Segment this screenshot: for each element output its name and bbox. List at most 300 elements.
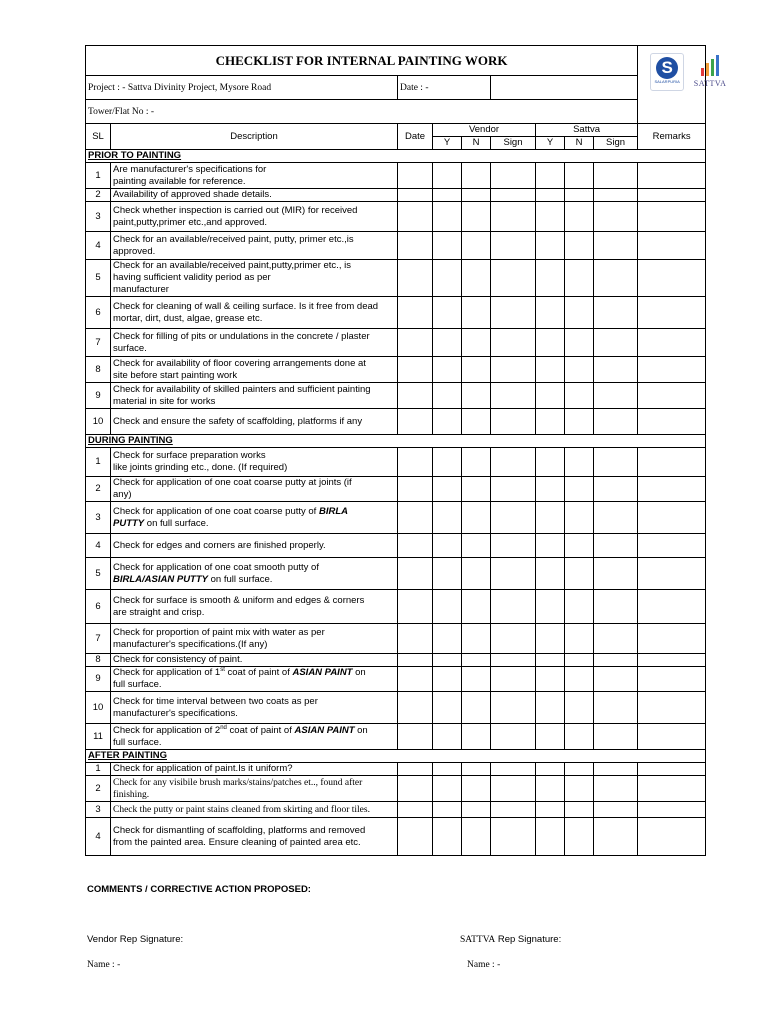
description-text: Check for cleaning of wall & ceiling surface. Is it free from dead: [113, 300, 379, 312]
description-text: Check for edges and corners are finished properly.: [113, 539, 326, 551]
row-sattva-n-cell[interactable]: [565, 776, 594, 802]
row-date-cell[interactable]: [398, 558, 433, 590]
row-sattva-y-cell[interactable]: [536, 654, 565, 667]
row-vendor-y-cell[interactable]: [433, 654, 462, 667]
row-description: [111, 724, 398, 750]
description-text: Check the putty or paint stains cleaned from skirting and floor tiles.: [113, 804, 370, 815]
col-description: Description: [111, 124, 398, 150]
row-sattva-y-cell[interactable]: [536, 163, 565, 189]
row-vendor-sign-cell[interactable]: [491, 654, 536, 667]
row-remarks-cell[interactable]: [638, 624, 706, 654]
row-sattva-sign-cell[interactable]: [594, 409, 638, 435]
col-vendor-y: Y: [433, 137, 462, 150]
row-sattva-y-cell[interactable]: [536, 477, 565, 502]
row-description: [111, 202, 398, 232]
checklist-row: [86, 558, 706, 590]
row-vendor-y-cell[interactable]: [433, 448, 462, 477]
row-vendor-n-cell[interactable]: [462, 477, 491, 502]
row-vendor-n-cell[interactable]: [462, 763, 491, 776]
sattva-logo-text: SATTVA: [693, 79, 727, 88]
row-vendor-sign-cell[interactable]: [491, 163, 536, 189]
row-sattva-sign-cell[interactable]: [594, 724, 638, 750]
row-vendor-y-cell[interactable]: [433, 667, 462, 692]
form-title: CHECKLIST FOR INTERNAL PAINTING WORK: [86, 46, 638, 76]
row-description: [111, 189, 398, 202]
row-sl: 6: [86, 297, 111, 329]
row-vendor-sign-cell[interactable]: [491, 383, 536, 409]
row-vendor-y-cell[interactable]: [433, 534, 462, 558]
row-vendor-n-cell[interactable]: [462, 357, 491, 383]
row-sattva-n-cell[interactable]: [565, 692, 594, 724]
row-remarks-cell[interactable]: [638, 763, 706, 776]
row-sl: 2: [86, 776, 111, 802]
row-date-cell[interactable]: [398, 624, 433, 654]
row-description: [111, 763, 398, 776]
checklist-row: [86, 667, 706, 692]
description-text: on full surface.: [210, 573, 273, 585]
row-sattva-y-cell[interactable]: [536, 776, 565, 802]
row-sattva-sign-cell[interactable]: [594, 763, 638, 776]
row-remarks-cell[interactable]: [638, 409, 706, 435]
row-sattva-y-cell[interactable]: [536, 590, 565, 624]
row-sattva-y-cell[interactable]: [536, 189, 565, 202]
row-date-cell[interactable]: [398, 383, 433, 409]
salarpuria-caption: SALARPURIA: [654, 79, 680, 84]
row-sattva-n-cell[interactable]: [565, 724, 594, 750]
row-vendor-sign-cell[interactable]: [491, 534, 536, 558]
row-vendor-n-cell[interactable]: [462, 383, 491, 409]
tower-flat-field: Tower/Flat No : -: [86, 100, 638, 124]
row-date-cell[interactable]: [398, 692, 433, 724]
row-vendor-sign-cell[interactable]: [491, 624, 536, 654]
description-text: Check for surface is smooth & uniform and edges & corners: [113, 594, 365, 606]
sattva-signature-prefix: SATTVA: [460, 935, 496, 945]
row-sattva-y-cell[interactable]: [536, 802, 565, 818]
row-date-cell[interactable]: [398, 189, 433, 202]
vendor-signature-label: Vendor Rep Signature:: [87, 934, 184, 945]
row-vendor-n-cell[interactable]: [462, 590, 491, 624]
row-vendor-sign-cell[interactable]: [491, 409, 536, 435]
row-sattva-n-cell[interactable]: [565, 448, 594, 477]
row-sattva-n-cell[interactable]: [565, 802, 594, 818]
row-vendor-n-cell[interactable]: [462, 409, 491, 435]
row-sl: 8: [86, 654, 111, 667]
row-vendor-n-cell[interactable]: [462, 189, 491, 202]
row-description: [111, 409, 398, 435]
row-sl: 9: [86, 383, 111, 409]
description-text: Availability of approved shade details.: [113, 189, 272, 200]
checklist-row: [86, 329, 706, 357]
row-sattva-n-cell[interactable]: [565, 818, 594, 856]
row-sattva-y-cell[interactable]: [536, 297, 565, 329]
row-vendor-sign-cell[interactable]: [491, 590, 536, 624]
row-sl: 2: [86, 477, 111, 502]
row-vendor-y-cell[interactable]: [433, 624, 462, 654]
row-vendor-y-cell[interactable]: [433, 329, 462, 357]
row-date-cell[interactable]: [398, 163, 433, 189]
row-sattva-y-cell[interactable]: [536, 818, 565, 856]
row-remarks-cell[interactable]: [638, 189, 706, 202]
row-sattva-y-cell[interactable]: [536, 667, 565, 692]
row-vendor-sign-cell[interactable]: [491, 477, 536, 502]
comments-label: COMMENTS / CORRECTIVE ACTION PROPOSED:: [87, 884, 311, 895]
row-date-cell[interactable]: [398, 818, 433, 856]
row-description: [111, 232, 398, 260]
row-vendor-y-cell[interactable]: [433, 818, 462, 856]
row-sattva-y-cell[interactable]: [536, 763, 565, 776]
row-date-cell[interactable]: [398, 448, 433, 477]
checklist-row: [86, 624, 706, 654]
row-date-cell[interactable]: [398, 357, 433, 383]
row-date-cell[interactable]: [398, 667, 433, 692]
row-vendor-y-cell[interactable]: [433, 232, 462, 260]
row-vendor-n-cell[interactable]: [462, 163, 491, 189]
description-text: Check for application of one coat smooth putty of: [113, 561, 319, 573]
checklist-table: [85, 45, 727, 856]
row-vendor-n-cell[interactable]: [462, 667, 491, 692]
row-remarks-cell[interactable]: [638, 383, 706, 409]
row-sattva-sign-cell[interactable]: [594, 189, 638, 202]
row-sattva-y-cell[interactable]: [536, 448, 565, 477]
row-sl: 1: [86, 163, 111, 189]
row-sattva-sign-cell[interactable]: [594, 654, 638, 667]
checklist-row: [86, 189, 706, 202]
row-sl: 4: [86, 818, 111, 856]
row-vendor-y-cell[interactable]: [433, 502, 462, 534]
row-sattva-n-cell[interactable]: [565, 329, 594, 357]
row-vendor-sign-cell[interactable]: [491, 802, 536, 818]
row-date-cell[interactable]: [398, 776, 433, 802]
description-text: like joints grinding etc., done. (If required): [113, 462, 288, 473]
row-vendor-sign-cell[interactable]: [491, 357, 536, 383]
row-remarks-cell[interactable]: [638, 692, 706, 724]
col-sattva: Sattva: [536, 124, 638, 137]
row-sattva-sign-cell[interactable]: [594, 260, 638, 297]
row-vendor-y-cell[interactable]: [433, 776, 462, 802]
col-sl: SL: [86, 124, 111, 150]
row-date-cell[interactable]: [398, 502, 433, 534]
description-text: on: [355, 667, 366, 679]
row-sattva-n-cell[interactable]: [565, 654, 594, 667]
row-date-cell[interactable]: [398, 260, 433, 297]
col-remarks: Remarks: [638, 124, 706, 150]
col-vendor-sign: Sign: [491, 137, 536, 150]
row-description: [111, 590, 398, 624]
description-text: coat of paint of: [224, 667, 290, 679]
row-sl: 3: [86, 202, 111, 232]
row-sattva-sign-cell[interactable]: [594, 667, 638, 692]
row-sattva-sign-cell[interactable]: [594, 477, 638, 502]
row-sattva-n-cell[interactable]: [565, 409, 594, 435]
row-sattva-y-cell[interactable]: [536, 202, 565, 232]
row-sl: 2: [86, 189, 111, 202]
row-sattva-y-cell[interactable]: [536, 357, 565, 383]
row-date-cell[interactable]: [398, 802, 433, 818]
row-vendor-sign-cell[interactable]: [491, 818, 536, 856]
row-sl: 5: [86, 558, 111, 590]
row-vendor-y-cell[interactable]: [433, 297, 462, 329]
description-text: full surface.: [113, 679, 162, 691]
row-date-cell[interactable]: [398, 297, 433, 329]
row-vendor-n-cell[interactable]: [462, 558, 491, 590]
description-text: Check for surface preparation works: [113, 450, 266, 461]
row-sattva-n-cell[interactable]: [565, 763, 594, 776]
description-text: Check for consistency of paint.: [113, 654, 243, 665]
row-vendor-n-cell[interactable]: [462, 534, 491, 558]
row-vendor-n-cell[interactable]: [462, 724, 491, 750]
row-sl: 5: [86, 260, 111, 297]
row-sattva-n-cell[interactable]: [565, 163, 594, 189]
col-sattva-y: Y: [536, 137, 565, 150]
checklist-row: [86, 163, 706, 189]
col-sattva-sign: Sign: [594, 137, 638, 150]
row-vendor-n-cell[interactable]: [462, 232, 491, 260]
row-sattva-sign-cell[interactable]: [594, 818, 638, 856]
row-vendor-n-cell[interactable]: [462, 260, 491, 297]
description-text: site before start painting work: [113, 369, 238, 381]
row-vendor-sign-cell[interactable]: [491, 329, 536, 357]
row-sattva-sign-cell[interactable]: [594, 357, 638, 383]
row-vendor-n-cell[interactable]: [462, 776, 491, 802]
row-vendor-sign-cell[interactable]: [491, 667, 536, 692]
row-description: [111, 776, 398, 802]
row-date-cell[interactable]: [398, 724, 433, 750]
row-description: [111, 329, 398, 357]
description-text: manufacturer: [113, 284, 169, 295]
row-sl: 7: [86, 624, 111, 654]
row-remarks-cell[interactable]: [638, 232, 706, 260]
row-remarks-cell[interactable]: [638, 297, 706, 329]
row-vendor-y-cell[interactable]: [433, 163, 462, 189]
row-sl: 10: [86, 692, 111, 724]
row-sl: 1: [86, 763, 111, 776]
row-vendor-y-cell[interactable]: [433, 763, 462, 776]
row-date-cell[interactable]: [398, 232, 433, 260]
checklist-row: [86, 763, 706, 776]
row-vendor-n-cell[interactable]: [462, 818, 491, 856]
row-remarks-cell[interactable]: [638, 534, 706, 558]
row-sattva-sign-cell[interactable]: [594, 558, 638, 590]
row-remarks-cell[interactable]: [638, 357, 706, 383]
row-sattva-sign-cell[interactable]: [594, 163, 638, 189]
row-vendor-sign-cell[interactable]: [491, 202, 536, 232]
row-vendor-y-cell[interactable]: [433, 202, 462, 232]
row-vendor-y-cell[interactable]: [433, 692, 462, 724]
row-vendor-y-cell[interactable]: [433, 590, 462, 624]
row-sattva-n-cell[interactable]: [565, 383, 594, 409]
description-text: surface.: [113, 342, 147, 354]
row-vendor-y-cell[interactable]: [433, 558, 462, 590]
row-vendor-n-cell[interactable]: [462, 624, 491, 654]
row-remarks-cell[interactable]: [638, 477, 706, 502]
logo-cell: [638, 46, 727, 124]
row-sattva-sign-cell[interactable]: [594, 624, 638, 654]
row-remarks-cell[interactable]: [638, 667, 706, 692]
row-sattva-sign-cell[interactable]: [594, 448, 638, 477]
row-vendor-n-cell[interactable]: [462, 297, 491, 329]
row-sattva-y-cell[interactable]: [536, 409, 565, 435]
row-remarks-cell[interactable]: [638, 260, 706, 297]
row-description: [111, 383, 398, 409]
row-vendor-sign-cell[interactable]: [491, 776, 536, 802]
row-description: [111, 667, 398, 692]
row-date-cell[interactable]: [398, 329, 433, 357]
row-sattva-n-cell[interactable]: [565, 477, 594, 502]
row-vendor-n-cell[interactable]: [462, 202, 491, 232]
row-sattva-n-cell[interactable]: [565, 232, 594, 260]
sattva-name-label: Name : -: [467, 960, 501, 970]
row-sattva-sign-cell[interactable]: [594, 329, 638, 357]
description-text: Check for time interval between two coats as per: [113, 695, 318, 707]
row-vendor-n-cell[interactable]: [462, 329, 491, 357]
row-remarks-cell[interactable]: [638, 202, 706, 232]
row-remarks-cell[interactable]: [638, 724, 706, 750]
row-sattva-n-cell[interactable]: [565, 260, 594, 297]
row-sl: 4: [86, 232, 111, 260]
row-vendor-sign-cell[interactable]: [491, 297, 536, 329]
row-vendor-sign-cell[interactable]: [491, 724, 536, 750]
description-text: any): [113, 489, 132, 500]
row-description: [111, 534, 398, 558]
row-sattva-n-cell[interactable]: [565, 189, 594, 202]
row-sattva-n-cell[interactable]: [565, 357, 594, 383]
row-vendor-y-cell[interactable]: [433, 802, 462, 818]
row-vendor-y-cell[interactable]: [433, 383, 462, 409]
row-remarks-cell[interactable]: [638, 802, 706, 818]
row-vendor-n-cell[interactable]: [462, 448, 491, 477]
row-remarks-cell[interactable]: [638, 163, 706, 189]
row-remarks-cell[interactable]: [638, 776, 706, 802]
row-remarks-cell[interactable]: [638, 558, 706, 590]
date-field: Date : -: [398, 76, 491, 100]
row-date-cell[interactable]: [398, 409, 433, 435]
row-vendor-sign-cell[interactable]: [491, 260, 536, 297]
row-vendor-y-cell[interactable]: [433, 260, 462, 297]
row-sattva-y-cell[interactable]: [536, 558, 565, 590]
row-sattva-y-cell[interactable]: [536, 692, 565, 724]
row-date-cell[interactable]: [398, 202, 433, 232]
row-remarks-cell[interactable]: [638, 502, 706, 534]
row-sattva-sign-cell[interactable]: [594, 534, 638, 558]
row-sattva-sign-cell[interactable]: [594, 202, 638, 232]
row-sattva-sign-cell[interactable]: [594, 776, 638, 802]
row-sl: 8: [86, 357, 111, 383]
row-sl: 3: [86, 802, 111, 818]
description-text: Check for application of 1: [113, 667, 221, 679]
row-sattva-n-cell[interactable]: [565, 534, 594, 558]
row-vendor-y-cell[interactable]: [433, 189, 462, 202]
row-sattva-y-cell[interactable]: [536, 724, 565, 750]
sattva-signature-text: Rep Signature:: [497, 934, 562, 945]
row-vendor-y-cell[interactable]: [433, 477, 462, 502]
col-date: Date: [398, 124, 433, 150]
row-date-cell[interactable]: [398, 477, 433, 502]
row-sattva-sign-cell[interactable]: [594, 802, 638, 818]
checklist-row: [86, 802, 706, 818]
checklist-row: [86, 357, 706, 383]
row-sattva-y-cell[interactable]: [536, 383, 565, 409]
description-text: Check for dismantling of scaffolding, platforms and removed: [113, 824, 366, 836]
row-date-cell[interactable]: [398, 534, 433, 558]
row-sattva-y-cell[interactable]: [536, 232, 565, 260]
description-text: Check for availability of floor covering arrangements done at: [113, 357, 366, 369]
checklist-row: [86, 818, 706, 856]
row-vendor-sign-cell[interactable]: [491, 763, 536, 776]
row-remarks-cell[interactable]: [638, 590, 706, 624]
col-vendor: Vendor: [433, 124, 536, 137]
description-text: Are manufacturer's specifications for: [113, 163, 267, 175]
row-vendor-sign-cell[interactable]: [491, 558, 536, 590]
row-vendor-sign-cell[interactable]: [491, 189, 536, 202]
row-description: [111, 802, 398, 818]
row-sattva-n-cell[interactable]: [565, 667, 594, 692]
row-date-cell[interactable]: [398, 654, 433, 667]
row-vendor-n-cell[interactable]: [462, 692, 491, 724]
row-sattva-n-cell[interactable]: [565, 297, 594, 329]
row-sattva-y-cell[interactable]: [536, 329, 565, 357]
salarpuria-logo: [650, 53, 684, 91]
row-sattva-y-cell[interactable]: [536, 502, 565, 534]
row-remarks-cell[interactable]: [638, 329, 706, 357]
row-sl: 10: [86, 409, 111, 435]
row-vendor-y-cell[interactable]: [433, 409, 462, 435]
row-sattva-sign-cell[interactable]: [594, 232, 638, 260]
row-sattva-y-cell[interactable]: [536, 260, 565, 297]
row-sattva-sign-cell[interactable]: [594, 692, 638, 724]
row-vendor-y-cell[interactable]: [433, 724, 462, 750]
row-sl: 11: [86, 724, 111, 750]
row-sattva-n-cell[interactable]: [565, 558, 594, 590]
row-sattva-y-cell[interactable]: [536, 624, 565, 654]
row-vendor-sign-cell[interactable]: [491, 502, 536, 534]
row-vendor-sign-cell[interactable]: [491, 232, 536, 260]
description-text: BIRLA/ASIAN PUTTY: [113, 573, 208, 585]
row-remarks-cell[interactable]: [638, 654, 706, 667]
row-sattva-sign-cell[interactable]: [594, 383, 638, 409]
row-date-cell[interactable]: [398, 763, 433, 776]
row-vendor-n-cell[interactable]: [462, 802, 491, 818]
row-sattva-sign-cell[interactable]: [594, 297, 638, 329]
checklist-row: [86, 654, 706, 667]
description-text: paint,putty,primer etc.,and approved.: [113, 216, 268, 228]
row-sattva-y-cell[interactable]: [536, 534, 565, 558]
row-remarks-cell[interactable]: [638, 818, 706, 856]
checklist-row: [86, 477, 706, 502]
row-sattva-n-cell[interactable]: [565, 590, 594, 624]
row-description: [111, 477, 398, 502]
description-text: coat of paint of: [226, 724, 292, 736]
row-sattva-n-cell[interactable]: [565, 202, 594, 232]
date-value[interactable]: [491, 76, 638, 100]
row-remarks-cell[interactable]: [638, 448, 706, 477]
description-text: painting available for reference.: [113, 175, 246, 187]
row-vendor-n-cell[interactable]: [462, 654, 491, 667]
checklist-row: [86, 502, 706, 534]
row-vendor-y-cell[interactable]: [433, 357, 462, 383]
row-date-cell[interactable]: [398, 590, 433, 624]
row-vendor-n-cell[interactable]: [462, 502, 491, 534]
row-vendor-sign-cell[interactable]: [491, 692, 536, 724]
row-sattva-sign-cell[interactable]: [594, 590, 638, 624]
row-sattva-n-cell[interactable]: [565, 624, 594, 654]
description-text: having sufficient validity period as per: [113, 272, 271, 283]
row-vendor-sign-cell[interactable]: [491, 448, 536, 477]
description-text: on full surface.: [146, 517, 209, 529]
row-sattva-sign-cell[interactable]: [594, 502, 638, 534]
row-sl: 4: [86, 534, 111, 558]
description-text: manufacturer's specifications.: [113, 707, 238, 719]
row-sattva-n-cell[interactable]: [565, 502, 594, 534]
